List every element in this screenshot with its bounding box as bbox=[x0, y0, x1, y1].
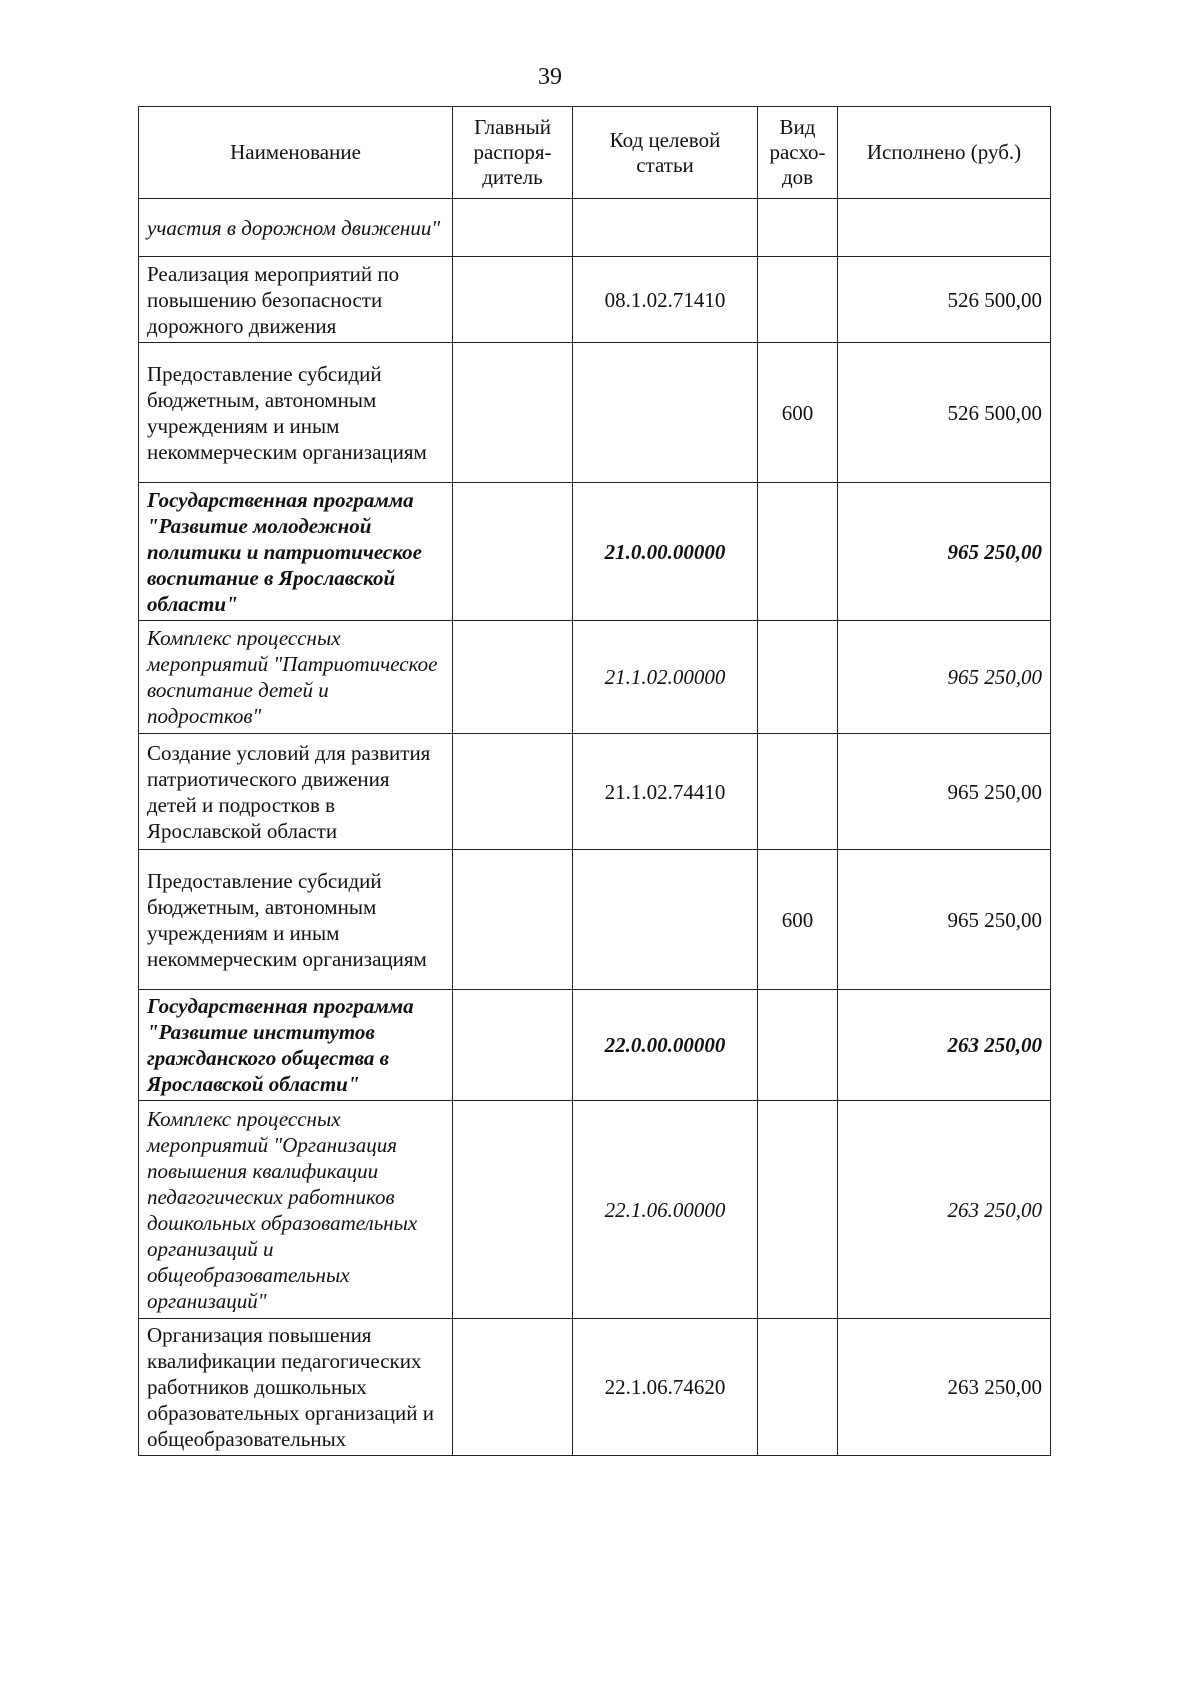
row-name-cell: Государственная программа "Развитие институтов гражданского общества в Ярославской области" bbox=[139, 990, 453, 1101]
row-amount-cell bbox=[838, 199, 1051, 257]
row-code-cell bbox=[573, 199, 758, 257]
header-amount: Исполнено (руб.) bbox=[838, 107, 1051, 199]
row-code-cell: 21.1.02.74410 bbox=[573, 734, 758, 850]
table-row bbox=[139, 483, 1051, 621]
table-row bbox=[139, 850, 1051, 990]
header-name: Наименование bbox=[139, 107, 453, 199]
row-code-cell bbox=[573, 343, 758, 483]
row-code-cell: 08.1.02.71410 bbox=[573, 257, 758, 343]
row-kind-cell bbox=[758, 199, 838, 257]
table-row bbox=[139, 1101, 1051, 1319]
row-kind-cell bbox=[758, 483, 838, 621]
table-row bbox=[139, 990, 1051, 1101]
budget-table bbox=[138, 106, 1051, 1456]
row-amount-cell: 526 500,00 bbox=[838, 343, 1051, 483]
row-name-cell: участия в дорожном движении" bbox=[139, 199, 453, 257]
header-manager: Главный распоря-дитель bbox=[453, 107, 573, 199]
row-kind-cell bbox=[758, 734, 838, 850]
row-code-cell bbox=[573, 850, 758, 990]
row-kind-cell: 600 bbox=[758, 343, 838, 483]
row-manager-cell bbox=[453, 483, 573, 621]
row-name-cell: Организация повышения квалификации педагогических работников дошкольных образовательных организаций и общеобразовательных bbox=[139, 1319, 453, 1456]
row-kind-cell: 600 bbox=[758, 850, 838, 990]
row-amount-cell: 526 500,00 bbox=[838, 257, 1051, 343]
row-code-cell: 21.1.02.00000 bbox=[573, 621, 758, 734]
header-code: Код целевой статьи bbox=[573, 107, 758, 199]
row-amount-cell: 965 250,00 bbox=[838, 850, 1051, 990]
row-manager-cell bbox=[453, 257, 573, 343]
header-kind: Вид расхо-дов bbox=[758, 107, 838, 199]
row-kind-cell bbox=[758, 1101, 838, 1319]
row-manager-cell bbox=[453, 621, 573, 734]
row-amount-cell: 965 250,00 bbox=[838, 621, 1051, 734]
row-manager-cell bbox=[453, 1319, 573, 1456]
row-kind-cell bbox=[758, 1319, 838, 1456]
table-row bbox=[139, 734, 1051, 850]
row-name-cell: Предоставление субсидий бюджетным, автономным учреждениям и иным некоммерческим организациям bbox=[139, 343, 453, 483]
row-amount-cell: 263 250,00 bbox=[838, 1101, 1051, 1319]
row-name-cell: Предоставление субсидий бюджетным, автономным учреждениям и иным некоммерческим организациям bbox=[139, 850, 453, 990]
row-manager-cell bbox=[453, 734, 573, 850]
row-name-cell: Создание условий для развития патриотического движения детей и подростков в Ярославской области bbox=[139, 734, 453, 850]
row-kind-cell bbox=[758, 257, 838, 343]
row-manager-cell bbox=[453, 850, 573, 990]
row-manager-cell bbox=[453, 990, 573, 1101]
table-row bbox=[139, 621, 1051, 734]
table-row bbox=[139, 343, 1051, 483]
row-name-cell: Комплекс процессных мероприятий "Организация повышения квалификации педагогических работников дошкольных образовательных организаций и общеобразовательных организаций" bbox=[139, 1101, 453, 1319]
row-code-cell: 21.0.00.00000 bbox=[573, 483, 758, 621]
row-name-cell: Реализация мероприятий по повышению безопасности дорожного движения bbox=[139, 257, 453, 343]
row-manager-cell bbox=[453, 199, 573, 257]
row-amount-cell: 965 250,00 bbox=[838, 483, 1051, 621]
row-name-cell: Комплекс процессных мероприятий "Патриотическое воспитание детей и подростков" bbox=[139, 621, 453, 734]
row-amount-cell: 263 250,00 bbox=[838, 990, 1051, 1101]
row-code-cell: 22.1.06.74620 bbox=[573, 1319, 758, 1456]
table-row bbox=[139, 199, 1051, 257]
row-manager-cell bbox=[453, 1101, 573, 1319]
row-code-cell: 22.0.00.00000 bbox=[573, 990, 758, 1101]
row-code-cell: 22.1.06.00000 bbox=[573, 1101, 758, 1319]
row-kind-cell bbox=[758, 990, 838, 1101]
page-number: 39 bbox=[538, 64, 562, 90]
table-row bbox=[139, 1319, 1051, 1456]
table-header-row bbox=[139, 107, 1051, 199]
row-amount-cell: 965 250,00 bbox=[838, 734, 1051, 850]
row-amount-cell: 263 250,00 bbox=[838, 1319, 1051, 1456]
row-kind-cell bbox=[758, 621, 838, 734]
row-name-cell: Государственная программа "Развитие молодежной политики и патриотическое воспитание в Ярославской области" bbox=[139, 483, 453, 621]
row-manager-cell bbox=[453, 343, 573, 483]
table-row bbox=[139, 257, 1051, 343]
